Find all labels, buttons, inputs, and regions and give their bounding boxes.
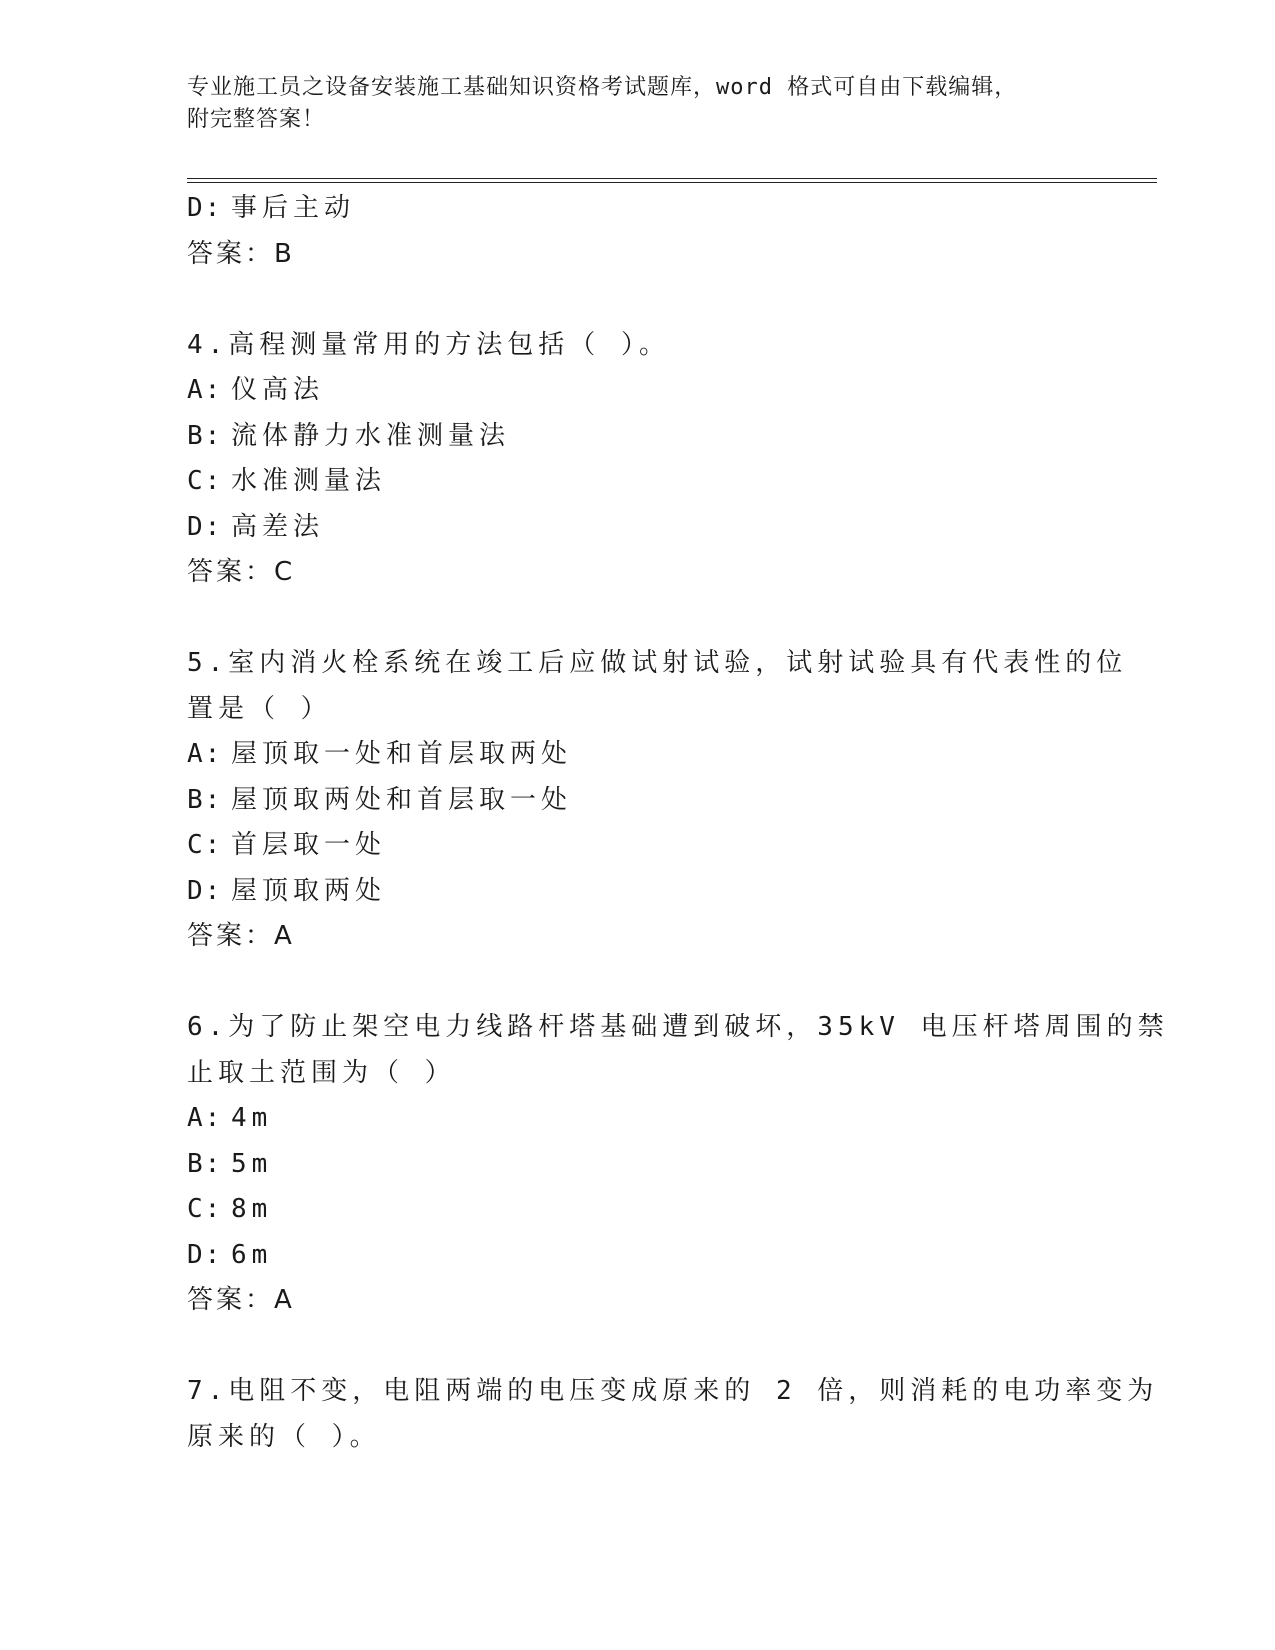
option-text: 8m [231,1194,273,1224]
q4-option-d [187,505,1157,551]
q5-option-c [187,823,1157,869]
q6-option-b [187,1142,1157,1188]
option-text: 屋顶取两处和首层取一处 [231,784,573,815]
q5-option-b [187,778,1157,824]
header-line-2: 附完整答案！ [187,107,326,132]
q5-title-line-1: 5.室内消火栓系统在竣工后应做试射试验，试射试验具有代表性的位 [187,648,1128,678]
option-label: A: [187,375,223,405]
option-text: 水准测量法 [231,466,387,496]
document-header [187,72,1087,136]
option-text: 5m [231,1148,273,1179]
option-label: A: [187,739,223,769]
option-text: 屋顶取一处和首层取两处 [231,739,573,769]
spacer [187,277,1157,323]
q4-option-c [187,459,1157,505]
header-divider [187,178,1157,183]
prev-answer: 答案：B [187,238,295,269]
q4-option-b [187,414,1157,460]
option-label: C: [187,830,223,860]
option-label: A: [187,1103,223,1133]
q6-option-c [187,1187,1157,1233]
q6-option-a [187,1096,1157,1142]
option-text: 高差法 [231,511,325,542]
q6-option-d [187,1233,1157,1279]
option-text: 6m [231,1239,273,1270]
q4-answer: 答案：C [187,557,296,587]
option-text: 仪高法 [231,375,325,405]
header-line-1: 专业施工员之设备安装施工基础知识资格考试题库，word 格式可自由下载编辑， [187,75,1018,100]
q5-option-d [187,869,1157,915]
option-label: B: [187,1148,223,1179]
q6-title-line-1: 6.为了防止架空电力线路杆塔基础遭到破坏，35kV 电压杆塔周围的禁 [187,1012,1169,1042]
option-label: B: [187,420,223,451]
prev-option-d [187,186,1157,232]
q5-title-line-2: 置是（ ） [187,693,332,724]
option-label: D: [187,193,223,223]
q6-title-line-2: 止取土范围为（ ） [187,1057,456,1088]
option-text: 流体静力水准测量法 [231,420,511,451]
option-text: 4m [231,1103,273,1133]
option-label: B: [187,784,223,815]
option-text: 首层取一处 [231,830,387,860]
option-text: 屋顶取两处 [231,875,387,906]
option-label: D: [187,1239,223,1270]
question-content [187,186,1169,1460]
q4-option-a [187,368,1157,414]
spacer [187,960,1157,1006]
q5-answer: 答案：A [187,921,295,951]
option-label: D: [187,511,223,542]
option-label: C: [187,466,223,496]
q7-title-line-2: 原来的（ ）。 [187,1421,381,1452]
option-text: 事后主动 [231,193,356,223]
q5-option-a [187,732,1157,778]
document-page [187,0,1169,1650]
spacer [187,1324,1157,1370]
q7-title-line-1: 7.电阻不变，电阻两端的电压变成原来的 2 倍，则消耗的电功率变为 [187,1376,1159,1406]
option-label: D: [187,875,223,906]
q4-title: 4.高程测量常用的方法包括（ ）。 [187,329,670,360]
option-label: C: [187,1194,223,1224]
q6-answer: 答案：A [187,1285,295,1315]
spacer [187,596,1157,642]
